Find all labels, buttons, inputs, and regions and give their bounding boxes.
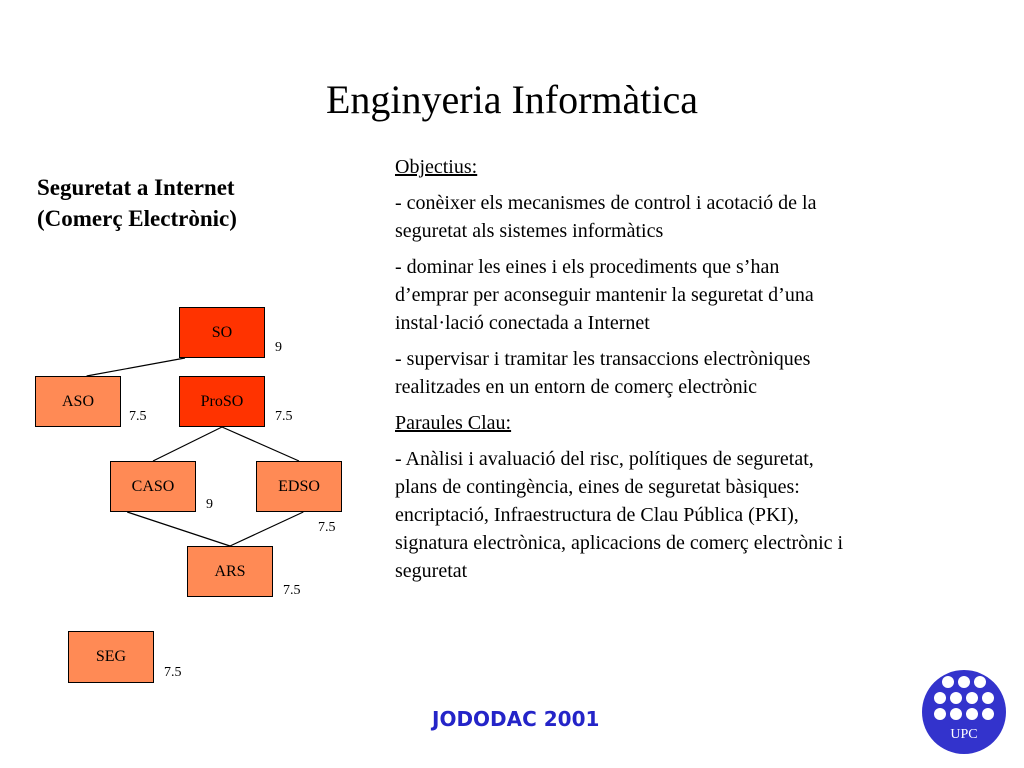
objective-line: - conèixer els mecanismes de control i acotació de la [395, 192, 817, 214]
keywords-line: plans de contingència, eines de seguretat bàsiques: [395, 476, 800, 498]
credits-caso: 9 [206, 497, 213, 512]
keywords-line: - Anàlisi i avaluació del risc, polítiques de seguretat, [395, 448, 814, 470]
edge-so-aso [87, 358, 185, 376]
objective-item [395, 253, 995, 337]
logo-dot [966, 708, 978, 720]
node-so: SO [179, 307, 265, 358]
credits-seg: 7.5 [164, 665, 182, 680]
slide-title: Enginyeria Informàtica [325, 77, 699, 122]
edge-proso-edso [222, 427, 299, 461]
course-subtitle-line-2: (Comerç Electrònic) [37, 206, 237, 231]
objective-line: realitzades en un entorn de comerç electrònic [395, 376, 758, 398]
logo-dot [982, 692, 994, 704]
edge-caso-ars [127, 512, 230, 546]
logo-dot [974, 676, 986, 688]
logo-dot [934, 708, 946, 720]
credits-aso: 7.5 [129, 409, 147, 424]
upc-logo-text: UPC [950, 727, 978, 742]
node-ars: ARS [187, 546, 273, 597]
keywords-text [395, 445, 995, 585]
keywords-heading: Paraules Clau: [395, 412, 512, 434]
objective-item [395, 189, 995, 245]
node-proso: ProSO [179, 376, 265, 427]
credits-proso: 7.5 [275, 409, 293, 424]
logo-dot [934, 692, 946, 704]
course-description [395, 153, 995, 593]
logo-dot [950, 708, 962, 720]
node-aso: ASO [35, 376, 121, 427]
node-edso: EDSO [256, 461, 342, 512]
credits-ars: 7.5 [283, 583, 301, 598]
node-seg: SEG [68, 631, 154, 683]
keywords-line: signatura electrònica, aplicacions de comerç electrònic i [395, 532, 844, 554]
objective-item [395, 345, 995, 401]
objective-line: instal·lació conectada a Internet [395, 312, 650, 334]
objectives-heading: Objectius: [395, 156, 478, 178]
edge-proso-caso [153, 427, 222, 461]
objective-line: d’emprar per aconseguir mantenir la seguretat d’una [395, 284, 814, 306]
course-subtitle-line-1: Seguretat a Internet [37, 175, 235, 200]
node-caso: CASO [110, 461, 196, 512]
edge-edso-ars [230, 512, 303, 546]
keywords-line: seguretat [395, 560, 468, 582]
logo-dot [950, 692, 962, 704]
upc-logo [922, 670, 1006, 754]
footer-text: JODODAC 2001 [432, 707, 600, 731]
credits-so: 9 [275, 340, 282, 355]
objective-line: - dominar les eines i els procediments que s’han [395, 256, 780, 278]
logo-dot [982, 708, 994, 720]
logo-dot [942, 676, 954, 688]
keywords-line: encriptació, Infraestructura de Clau Pública (PKI), [395, 504, 799, 526]
objective-line: seguretat als sistemes informàtics [395, 220, 664, 242]
logo-dot [958, 676, 970, 688]
logo-dot [966, 692, 978, 704]
credits-edso: 7.5 [318, 520, 336, 535]
objective-line: - supervisar i tramitar les transaccions electròniques [395, 348, 811, 370]
